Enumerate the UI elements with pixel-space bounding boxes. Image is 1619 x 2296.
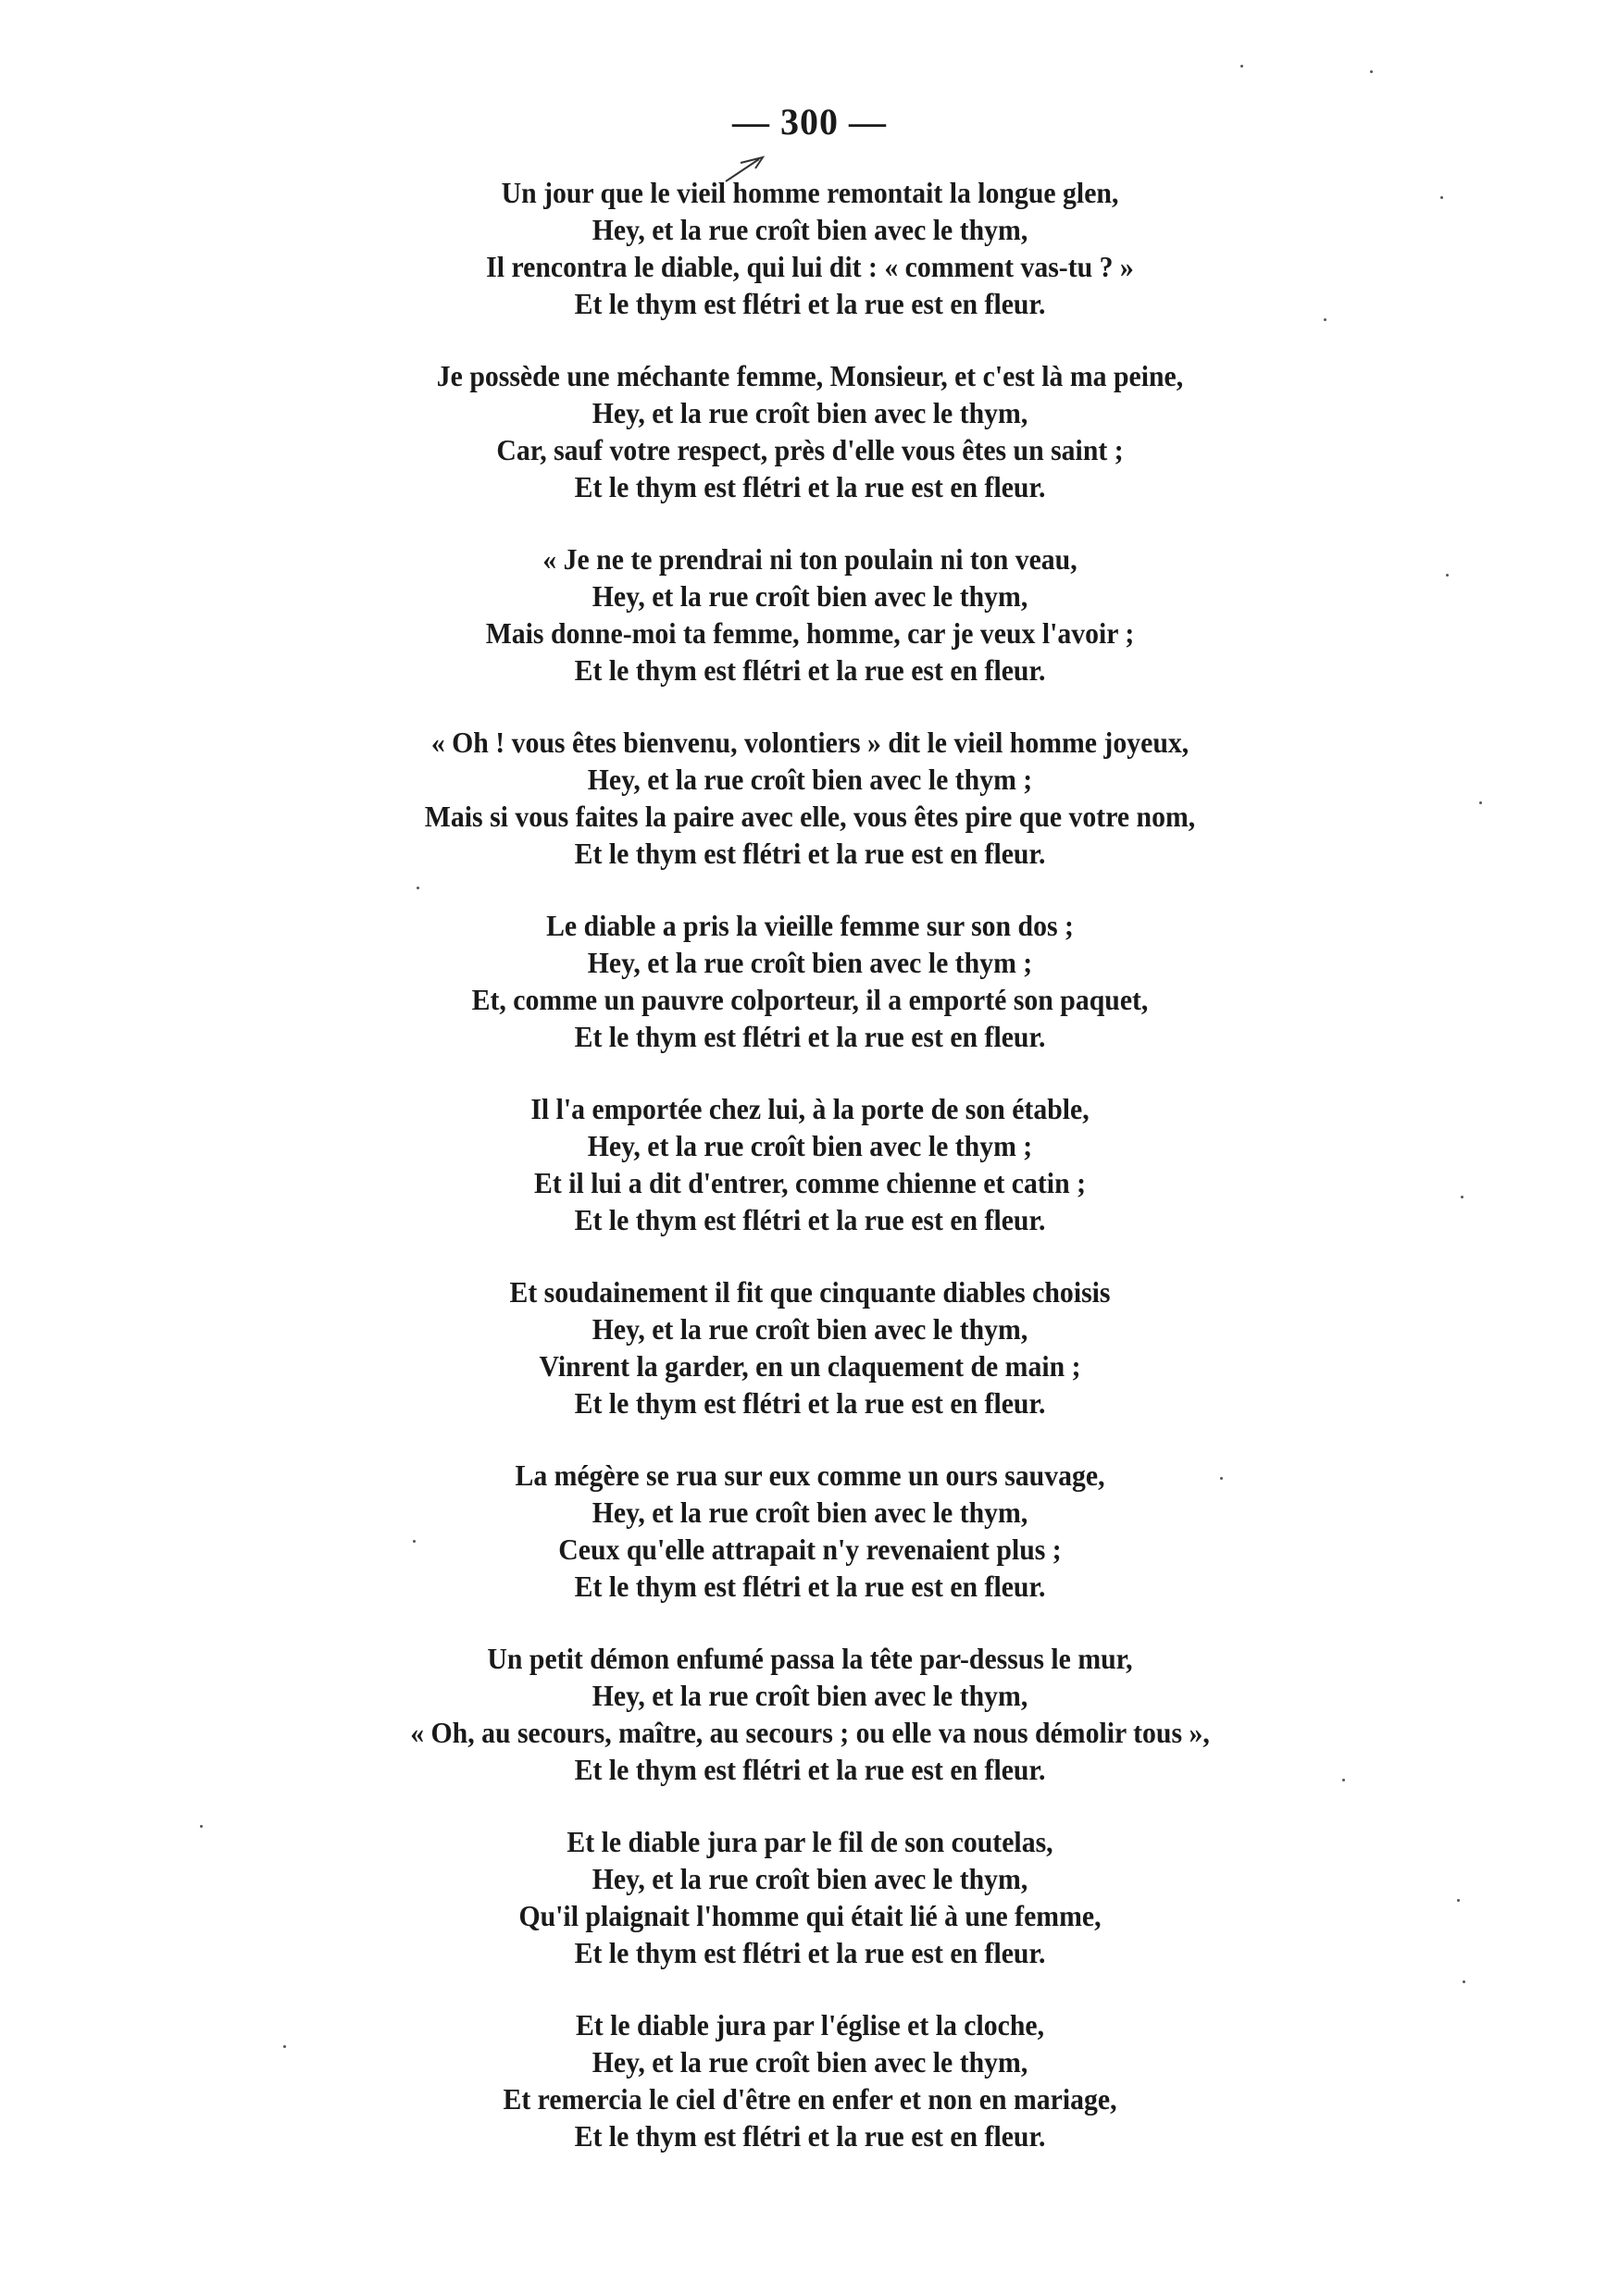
verse-line: Et remercia le ciel d'être en enfer et non en mariage, [503, 2082, 1117, 2116]
verse-line: Et le diable jura par l'église et la cloche, [575, 2008, 1045, 2042]
refrain-line: Hey, et la rue croît bien avec le thym ; [587, 763, 1033, 796]
scan-speck [1457, 1899, 1460, 1902]
verse-line: Ceux qu'elle attrapait n'y revenaient plus ; [558, 1533, 1062, 1566]
refrain-line: Hey, et la rue croît bien avec le thym, [592, 1496, 1028, 1529]
refrain-line: Hey, et la rue croît bien avec le thym, [592, 1862, 1028, 1895]
stanza [278, 2006, 1342, 2154]
stanza [278, 724, 1342, 872]
scan-speck [417, 887, 419, 889]
refrain-line: Hey, et la rue croît bien avec le thym, [592, 1679, 1028, 1712]
scan-speck [1463, 1980, 1465, 1983]
refrain-line: Et le thym est flétri et la rue est en fleur. [574, 470, 1046, 503]
refrain-line: Hey, et la rue croît bien avec le thym, [592, 213, 1028, 246]
scan-speck [1324, 318, 1326, 321]
refrain-line: Hey, et la rue croît bien avec le thym ; [587, 1129, 1033, 1162]
verse-line: Un jour que le vieil homme remontait la longue glen, [501, 176, 1119, 209]
refrain-line: Hey, et la rue croît bien avec le thym ; [587, 946, 1033, 979]
verse-line: « Oh, au secours, maître, au secours ; ou elle va nous démolir tous », [410, 1716, 1210, 1749]
stanza [278, 174, 1342, 322]
stanza [278, 907, 1342, 1055]
stanza [278, 1457, 1342, 1605]
scan-speck [1342, 1779, 1345, 1781]
verse-line: Et le diable jura par le fil de son coutelas, [567, 1825, 1053, 1858]
verse-line: Le diable a pris la vieille femme sur son dos ; [546, 909, 1074, 942]
stanza [278, 1273, 1342, 1421]
scan-speck [1240, 65, 1243, 68]
verse-line: Et soudainement il fit que cinquante diables choisis [509, 1275, 1111, 1309]
scan-speck [1440, 196, 1443, 199]
refrain-line: Hey, et la rue croît bien avec le thym, [592, 2045, 1028, 2079]
verse-line: Mais donne-moi ta femme, homme, car je veux l'avoir ; [485, 616, 1135, 650]
refrain-line: Et le thym est flétri et la rue est en fleur. [574, 837, 1046, 870]
refrain-line: Hey, et la rue croît bien avec le thym, [592, 1312, 1028, 1346]
refrain-line: Et le thym est flétri et la rue est en fleur. [574, 287, 1046, 320]
refrain-line: Et le thym est flétri et la rue est en fleur. [574, 2119, 1046, 2153]
stanza [278, 357, 1342, 505]
stanza [278, 1090, 1342, 1238]
stanza [278, 1640, 1342, 1788]
refrain-line: Et le thym est flétri et la rue est en fleur. [574, 1936, 1046, 1969]
verse-line: Un petit démon enfumé passa la tête par-dessus le mur, [487, 1642, 1133, 1675]
verse-line: Qu'il plaignait l'homme qui était lié à une femme, [518, 1899, 1102, 1932]
scan-speck [1220, 1477, 1223, 1480]
stanza [278, 540, 1342, 689]
verse-line: Mais si vous faites la paire avec elle, vous êtes pire que votre nom, [424, 800, 1196, 833]
scan-speck [200, 1825, 203, 1828]
scan-speck [1479, 801, 1482, 804]
refrain-line: Hey, et la rue croît bien avec le thym, [592, 396, 1028, 429]
verse-line: « Oh ! vous êtes bienvenu, volontiers » dit le vieil homme joyeux, [430, 726, 1189, 759]
scan-speck [413, 1540, 416, 1543]
refrain-line: Et le thym est flétri et la rue est en fleur. [574, 1386, 1046, 1420]
scan-speck [1446, 574, 1449, 577]
refrain-line: Hey, et la rue croît bien avec le thym, [592, 579, 1028, 613]
verse-line: Il rencontra le diable, qui lui dit : « comment vas-tu ? » [486, 250, 1134, 283]
verse-line: Il l'a emportée chez lui, à la porte de son étable, [530, 1092, 1090, 1125]
verse-line: Et, comme un pauvre colporteur, il a emporté son paquet, [471, 983, 1149, 1016]
poem [278, 174, 1342, 2190]
refrain-line: Et le thym est flétri et la rue est en fleur. [574, 1570, 1046, 1603]
verse-line: Je possède une méchante femme, Monsieur, et c'est là ma peine, [436, 359, 1184, 392]
scan-speck [1461, 1196, 1463, 1198]
scan-speck [1370, 70, 1373, 73]
page-number: — 300 — [732, 101, 887, 143]
verse-line: « Je ne te prendrai ni ton poulain ni ton veau, [542, 542, 1077, 576]
stanza [278, 1823, 1342, 1971]
verse-line: Car, sauf votre respect, près d'elle vous êtes un saint ; [496, 433, 1124, 466]
refrain-line: Et le thym est flétri et la rue est en fleur. [574, 1753, 1046, 1786]
scan-speck [283, 2045, 286, 2048]
verse-line: Et il lui a dit d'entrer, comme chienne et catin ; [534, 1166, 1086, 1199]
verse-line: Vinrent la garder, en un claquement de main ; [539, 1349, 1081, 1383]
refrain-line: Et le thym est flétri et la rue est en fleur. [574, 1203, 1046, 1236]
refrain-line: Et le thym est flétri et la rue est en fleur. [574, 653, 1046, 687]
verse-line: La mégère se rua sur eux comme un ours sauvage, [515, 1458, 1105, 1492]
refrain-line: Et le thym est flétri et la rue est en fleur. [574, 1020, 1046, 1053]
